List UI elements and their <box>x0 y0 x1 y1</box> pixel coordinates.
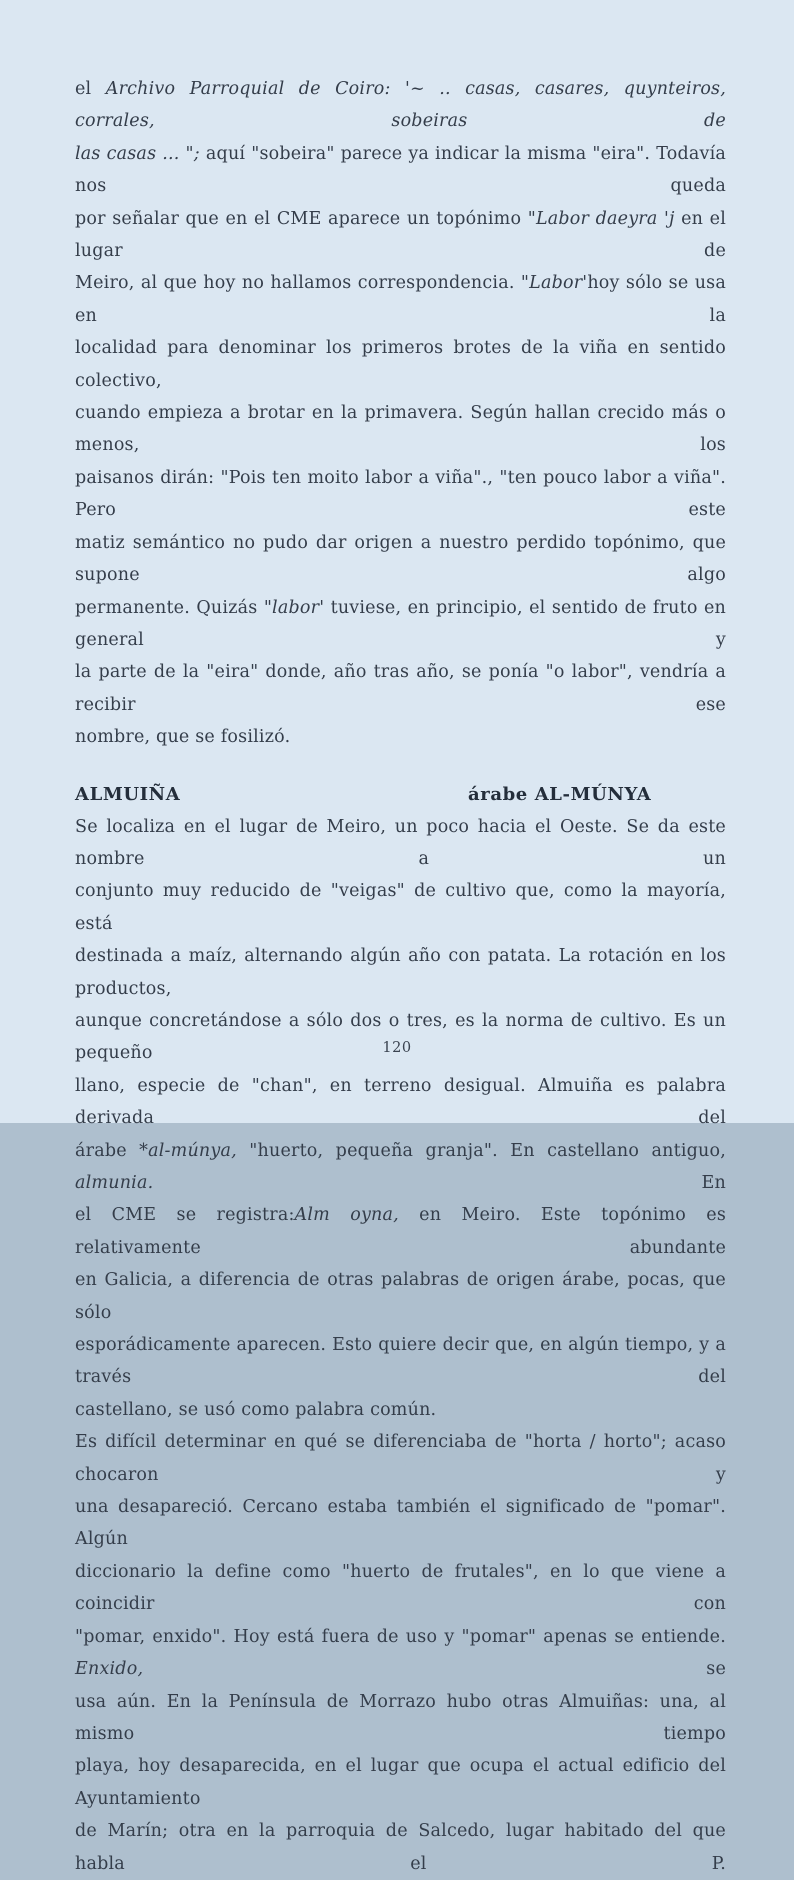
text-line <box>75 397 726 462</box>
text-line <box>75 1491 726 1556</box>
italic-text: las casas ... "; <box>75 143 200 164</box>
body-text: En <box>153 1173 726 1193</box>
text-line <box>75 875 726 940</box>
text-line <box>75 462 726 527</box>
text-line <box>75 1815 726 1880</box>
text-line <box>75 1394 726 1426</box>
heading-etymology: árabe AL-MÚNYA <box>468 783 652 805</box>
text-line <box>75 332 726 397</box>
text-line <box>75 1686 726 1751</box>
heading-toponym: ALMUIÑA <box>75 783 181 805</box>
body-text: "pomar, enxido". Hoy está fuera de uso y "pomar" apenas se entiende. <box>75 1626 726 1647</box>
text-line <box>75 138 726 203</box>
italic-text: Alm oyna, <box>294 1205 399 1226</box>
body-text: paisanos dirán: "Pois ten moito labor a viña"., "ten pouco labor a viña". Pero este <box>75 467 726 521</box>
text-line <box>75 203 726 268</box>
body-text: diccionario la define como "huerto de frutales", en lo que viene a coincidir con <box>75 1561 726 1615</box>
body-text: Se localiza en el lugar de Meiro, un poco hacia el Oeste. Se da este nombre a un <box>75 816 726 869</box>
text-line <box>75 811 726 876</box>
body-text: en el lugar de <box>75 208 726 262</box>
text-line <box>75 527 726 592</box>
italic-text: Archivo Parroquial de Coiro: '~ .. casas, casares, quynteiros, corrales, sobeiras de <box>75 79 726 132</box>
body-text: destinada a maíz, alternando algún año con patata. La rotación en los productos, <box>75 946 726 999</box>
body-text: localidad para denominar los primeros brotes de la viña en sentido colectivo, <box>75 338 726 391</box>
body-text: llano, especie de "chan", en terreno desigual. Almuiña es palabra derivada del <box>75 1075 726 1129</box>
body-text: conjunto muy reducido de "veigas" de cultivo que, como la mayoría, está <box>75 881 726 934</box>
body-text: por señalar que en el CME aparece un topónimo <box>75 208 528 229</box>
italic-text: "Labor daeyra 'j <box>527 208 675 229</box>
section-heading <box>75 778 726 811</box>
body-text: árabe <box>75 1140 140 1161</box>
body-text: cuando empieza a brotar en la primavera. Según hallan crecido más o menos, los <box>75 403 726 456</box>
body-text: castellano, se usó como palabra común. <box>75 1399 437 1420</box>
body-text: Es difícil determinar en qué se diferenciaba de "horta / horto"; acaso chocaron y <box>75 1432 726 1485</box>
italic-text: "Labor' <box>520 273 588 294</box>
body-text: matiz semántico no pudo dar origen a nuestro perdido topónimo, que supone algo <box>75 532 726 586</box>
text-line <box>75 721 726 753</box>
body-text: nombre, que se fosilizó. <box>75 727 291 748</box>
body-text: playa, hoy desaparecida, en el lugar que ocupa el actual edificio del Ayuntamiento <box>75 1756 726 1809</box>
italic-text: "labor' <box>263 597 325 618</box>
text-line <box>75 1135 726 1200</box>
body-text: usa aún. En la Península de Morrazo hubo otras Almuiñas: una, al mismo tiempo <box>75 1691 726 1744</box>
body-text: Meiro, al que hoy no hallamos correspondencia. <box>75 273 521 294</box>
body-text: hoy sólo se usa en la <box>75 273 726 326</box>
body-text: en Meiro. Este topónimo es relativamente abundante <box>75 1205 726 1258</box>
text-line <box>75 73 726 138</box>
body-text: el CME se registra: <box>75 1205 295 1226</box>
italic-text: Enxido, <box>75 1659 144 1680</box>
text-line <box>75 1750 726 1815</box>
text-line <box>75 656 726 721</box>
body-text: tuviese, en principio, el sentido de fruto en general y <box>75 597 727 650</box>
text-line <box>75 1621 726 1686</box>
body-text: permanente. Quizás <box>75 597 264 618</box>
body-text: esporádicamente aparecen. Esto quiere decir que, en algún tiempo, y a través del <box>75 1335 726 1388</box>
text-line <box>75 1264 726 1329</box>
text-line <box>75 1556 726 1621</box>
page-number: 120 <box>382 1040 412 1056</box>
text-line <box>75 940 726 1005</box>
body-text: de Marín; otra en la parroquia de Salcedo, lugar habitado del que habla el P. <box>75 1821 726 1874</box>
body-text: aquí "sobeira" parece ya indicar la misma "eira". Todavía nos queda <box>75 143 726 197</box>
text-line <box>75 1005 726 1070</box>
page-text <box>75 73 726 1880</box>
italic-text: almunia. <box>75 1173 154 1193</box>
text-line <box>75 267 726 332</box>
italic-text: *al-múnya, <box>139 1140 237 1161</box>
body-text: "huerto, pequeña granja". En castellano antiguo, <box>236 1140 726 1161</box>
text-line <box>75 1329 726 1394</box>
body-text: se <box>143 1659 726 1680</box>
text-line <box>75 1426 726 1491</box>
text-line <box>75 1199 726 1264</box>
body-text: aunque concretándose a sólo dos o tres, es la norma de cultivo. Es un pequeño <box>75 1010 726 1064</box>
text-line <box>75 592 726 657</box>
body-text: en Galicia, a diferencia de otras palabras de origen árabe, pocas, que sólo <box>75 1270 726 1323</box>
text-line <box>75 1070 726 1135</box>
body-text: una desapareció. Cercano estaba también el significado de "pomar". Algún <box>75 1497 726 1550</box>
body-text: el <box>75 79 106 99</box>
body-text: la parte de la "eira" donde, año tras año, se ponía "o labor", vendría a recibir ese <box>75 662 726 715</box>
